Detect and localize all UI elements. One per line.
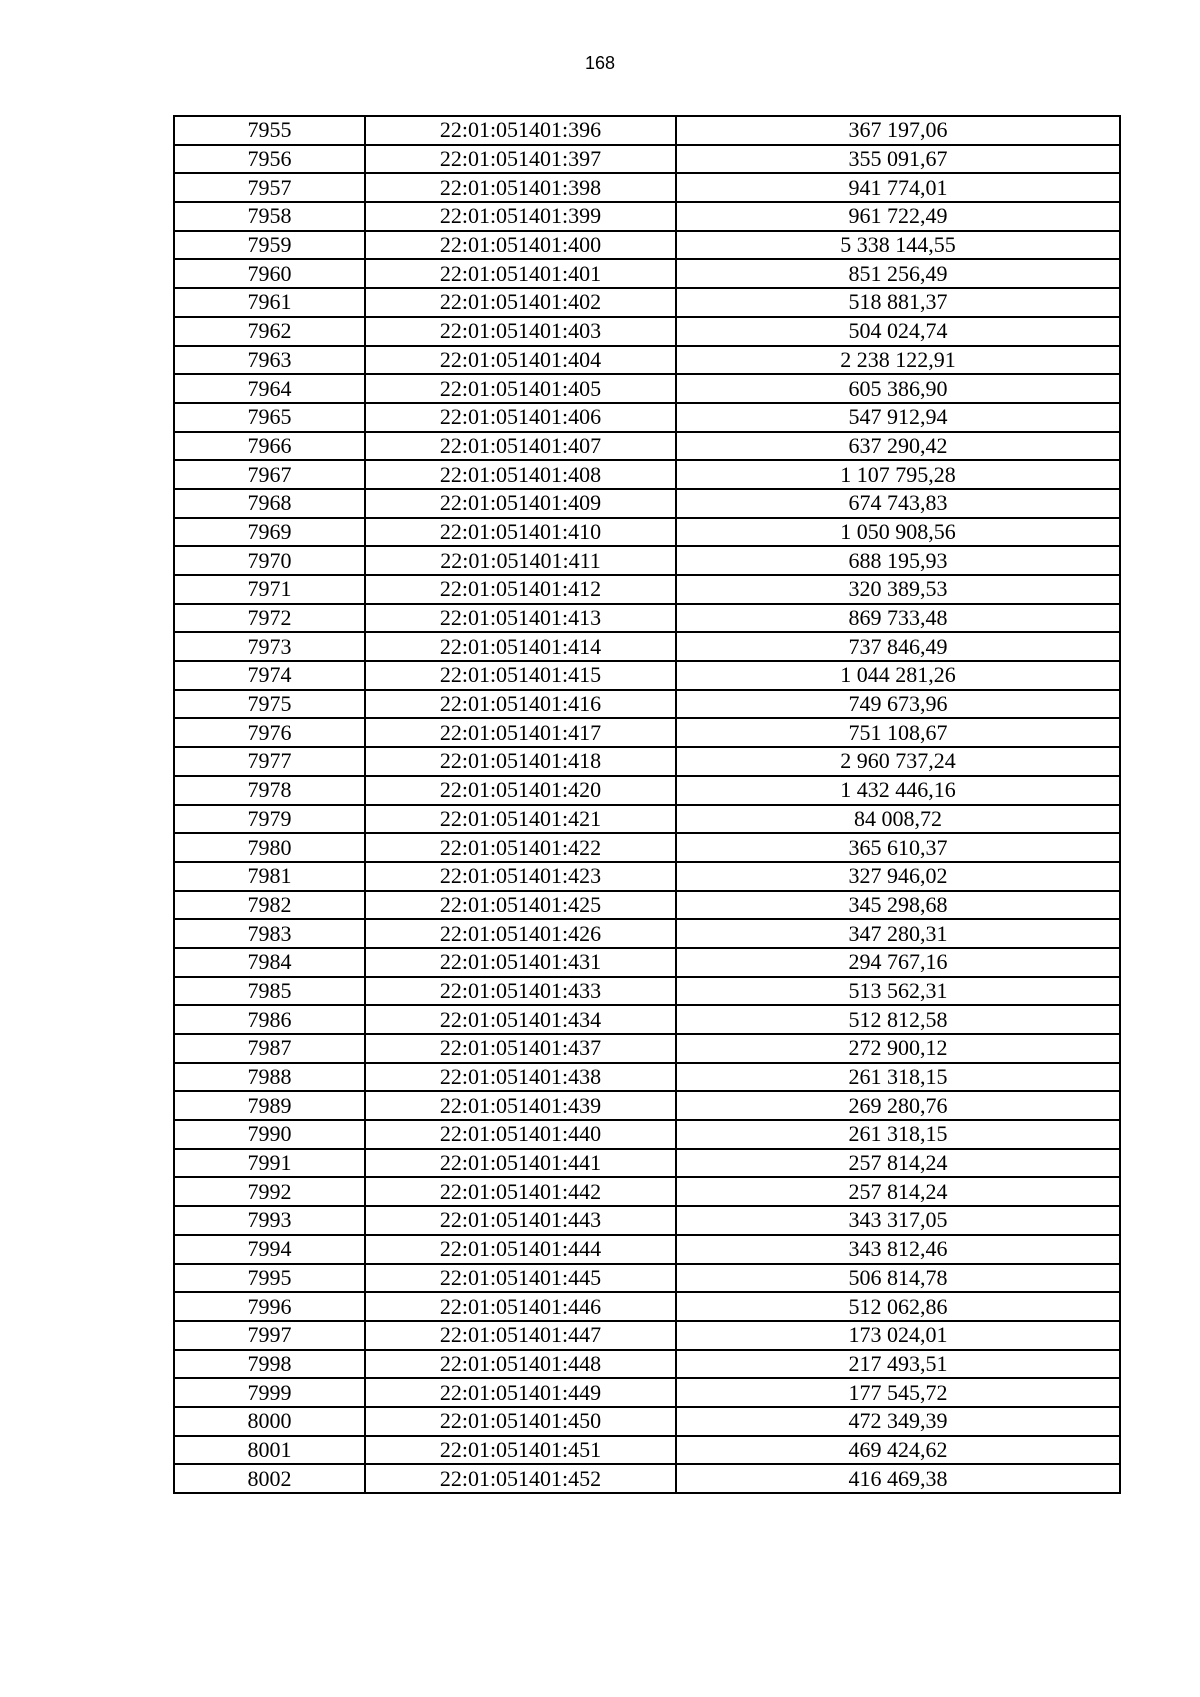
row-number-cell: 7962 xyxy=(174,317,365,346)
cadastral-value-cell: 367 197,06 xyxy=(676,116,1120,145)
table-row xyxy=(174,1206,1120,1235)
table-row xyxy=(174,1177,1120,1206)
table-row xyxy=(174,604,1120,633)
cadastral-value-table xyxy=(173,115,1121,1494)
cadastral-number-cell: 22:01:051401:448 xyxy=(365,1350,676,1379)
cadastral-value-cell: 217 493,51 xyxy=(676,1350,1120,1379)
cadastral-value-cell: 177 545,72 xyxy=(676,1378,1120,1407)
table-row xyxy=(174,460,1120,489)
row-number-cell: 7989 xyxy=(174,1091,365,1120)
table-row xyxy=(174,632,1120,661)
cadastral-value-cell: 345 298,68 xyxy=(676,891,1120,920)
cadastral-value-cell: 674 743,83 xyxy=(676,489,1120,518)
cadastral-value-cell: 941 774,01 xyxy=(676,173,1120,202)
table-row xyxy=(174,1235,1120,1264)
table-row xyxy=(174,891,1120,920)
cadastral-number-cell: 22:01:051401:451 xyxy=(365,1436,676,1465)
table-row xyxy=(174,776,1120,805)
cadastral-number-cell: 22:01:051401:418 xyxy=(365,747,676,776)
cadastral-number-cell: 22:01:051401:442 xyxy=(365,1177,676,1206)
cadastral-number-cell: 22:01:051401:426 xyxy=(365,919,676,948)
table-row xyxy=(174,575,1120,604)
cadastral-value-cell: 365 610,37 xyxy=(676,833,1120,862)
row-number-cell: 7992 xyxy=(174,1177,365,1206)
cadastral-value-cell: 504 024,74 xyxy=(676,317,1120,346)
row-number-cell: 7969 xyxy=(174,518,365,547)
cadastral-number-cell: 22:01:051401:423 xyxy=(365,862,676,891)
table-row xyxy=(174,833,1120,862)
row-number-cell: 7979 xyxy=(174,805,365,834)
cadastral-value-cell: 416 469,38 xyxy=(676,1464,1120,1493)
table-row xyxy=(174,1321,1120,1350)
cadastral-number-cell: 22:01:051401:440 xyxy=(365,1120,676,1149)
cadastral-value-cell: 512 062,86 xyxy=(676,1292,1120,1321)
row-number-cell: 7978 xyxy=(174,776,365,805)
table-row xyxy=(174,288,1120,317)
table-row xyxy=(174,1120,1120,1149)
table-row xyxy=(174,1264,1120,1293)
cadastral-value-cell: 257 814,24 xyxy=(676,1177,1120,1206)
row-number-cell: 7988 xyxy=(174,1063,365,1092)
row-number-cell: 7965 xyxy=(174,403,365,432)
cadastral-number-cell: 22:01:051401:408 xyxy=(365,460,676,489)
cadastral-value-cell: 518 881,37 xyxy=(676,288,1120,317)
table-row xyxy=(174,1436,1120,1465)
cadastral-value-cell: 261 318,15 xyxy=(676,1063,1120,1092)
row-number-cell: 8000 xyxy=(174,1407,365,1436)
row-number-cell: 7985 xyxy=(174,977,365,1006)
cadastral-number-cell: 22:01:051401:398 xyxy=(365,173,676,202)
table-row xyxy=(174,862,1120,891)
row-number-cell: 7955 xyxy=(174,116,365,145)
cadastral-value-cell: 355 091,67 xyxy=(676,145,1120,174)
row-number-cell: 8002 xyxy=(174,1464,365,1493)
row-number-cell: 7997 xyxy=(174,1321,365,1350)
table-row xyxy=(174,403,1120,432)
table-row xyxy=(174,661,1120,690)
cadastral-number-cell: 22:01:051401:437 xyxy=(365,1034,676,1063)
cadastral-number-cell: 22:01:051401:406 xyxy=(365,403,676,432)
cadastral-number-cell: 22:01:051401:413 xyxy=(365,604,676,633)
row-number-cell: 7999 xyxy=(174,1378,365,1407)
cadastral-value-cell: 347 280,31 xyxy=(676,919,1120,948)
cadastral-number-cell: 22:01:051401:434 xyxy=(365,1005,676,1034)
row-number-cell: 7967 xyxy=(174,460,365,489)
row-number-cell: 7981 xyxy=(174,862,365,891)
row-number-cell: 7973 xyxy=(174,632,365,661)
table-row xyxy=(174,1005,1120,1034)
row-number-cell: 7972 xyxy=(174,604,365,633)
cadastral-number-cell: 22:01:051401:420 xyxy=(365,776,676,805)
cadastral-value-cell: 751 108,67 xyxy=(676,718,1120,747)
table-row xyxy=(174,1350,1120,1379)
table-row xyxy=(174,948,1120,977)
table-row xyxy=(174,173,1120,202)
cadastral-value-cell: 272 900,12 xyxy=(676,1034,1120,1063)
cadastral-number-cell: 22:01:051401:449 xyxy=(365,1378,676,1407)
table-row xyxy=(174,747,1120,776)
cadastral-value-cell: 506 814,78 xyxy=(676,1264,1120,1293)
table-row xyxy=(174,1407,1120,1436)
table-row xyxy=(174,1091,1120,1120)
row-number-cell: 7996 xyxy=(174,1292,365,1321)
row-number-cell: 7990 xyxy=(174,1120,365,1149)
row-number-cell: 7974 xyxy=(174,661,365,690)
row-number-cell: 7964 xyxy=(174,374,365,403)
cadastral-number-cell: 22:01:051401:417 xyxy=(365,718,676,747)
cadastral-number-cell: 22:01:051401:446 xyxy=(365,1292,676,1321)
table-row xyxy=(174,718,1120,747)
cadastral-value-cell: 513 562,31 xyxy=(676,977,1120,1006)
table-row xyxy=(174,690,1120,719)
cadastral-number-cell: 22:01:051401:396 xyxy=(365,116,676,145)
cadastral-number-cell: 22:01:051401:409 xyxy=(365,489,676,518)
table-row xyxy=(174,116,1120,145)
cadastral-number-cell: 22:01:051401:431 xyxy=(365,948,676,977)
row-number-cell: 7993 xyxy=(174,1206,365,1235)
table-row xyxy=(174,432,1120,461)
table-row xyxy=(174,1149,1120,1178)
table-row xyxy=(174,231,1120,260)
cadastral-number-cell: 22:01:051401:447 xyxy=(365,1321,676,1350)
table-row xyxy=(174,317,1120,346)
row-number-cell: 7970 xyxy=(174,546,365,575)
cadastral-value-cell: 257 814,24 xyxy=(676,1149,1120,1178)
row-number-cell: 7959 xyxy=(174,231,365,260)
row-number-cell: 7986 xyxy=(174,1005,365,1034)
table-row xyxy=(174,546,1120,575)
cadastral-value-cell: 1 432 446,16 xyxy=(676,776,1120,805)
table-row xyxy=(174,1464,1120,1493)
cadastral-value-cell: 737 846,49 xyxy=(676,632,1120,661)
table-row xyxy=(174,346,1120,375)
cadastral-number-cell: 22:01:051401:402 xyxy=(365,288,676,317)
cadastral-value-cell: 749 673,96 xyxy=(676,690,1120,719)
cadastral-value-cell: 320 389,53 xyxy=(676,575,1120,604)
cadastral-number-cell: 22:01:051401:411 xyxy=(365,546,676,575)
page-number: 168 xyxy=(584,53,616,73)
cadastral-number-cell: 22:01:051401:405 xyxy=(365,374,676,403)
row-number-cell: 7976 xyxy=(174,718,365,747)
cadastral-number-cell: 22:01:051401:404 xyxy=(365,346,676,375)
table-row xyxy=(174,202,1120,231)
row-number-cell: 7995 xyxy=(174,1264,365,1293)
cadastral-number-cell: 22:01:051401:400 xyxy=(365,231,676,260)
cadastral-value-cell: 512 812,58 xyxy=(676,1005,1120,1034)
cadastral-value-cell: 1 050 908,56 xyxy=(676,518,1120,547)
cadastral-value-cell: 269 280,76 xyxy=(676,1091,1120,1120)
cadastral-value-cell: 343 812,46 xyxy=(676,1235,1120,1264)
cadastral-value-cell: 851 256,49 xyxy=(676,259,1120,288)
row-number-cell: 7968 xyxy=(174,489,365,518)
row-number-cell: 7966 xyxy=(174,432,365,461)
cadastral-value-cell: 84 008,72 xyxy=(676,805,1120,834)
cadastral-value-cell: 605 386,90 xyxy=(676,374,1120,403)
cadastral-number-cell: 22:01:051401:401 xyxy=(365,259,676,288)
table-row xyxy=(174,1292,1120,1321)
row-number-cell: 7963 xyxy=(174,346,365,375)
cadastral-number-cell: 22:01:051401:439 xyxy=(365,1091,676,1120)
cadastral-value-cell: 2 960 737,24 xyxy=(676,747,1120,776)
cadastral-value-cell: 261 318,15 xyxy=(676,1120,1120,1149)
cadastral-value-cell: 294 767,16 xyxy=(676,948,1120,977)
cadastral-number-cell: 22:01:051401:425 xyxy=(365,891,676,920)
cadastral-number-cell: 22:01:051401:438 xyxy=(365,1063,676,1092)
row-number-cell: 7984 xyxy=(174,948,365,977)
row-number-cell: 7957 xyxy=(174,173,365,202)
table-row xyxy=(174,977,1120,1006)
row-number-cell: 7987 xyxy=(174,1034,365,1063)
row-number-cell: 7998 xyxy=(174,1350,365,1379)
cadastral-number-cell: 22:01:051401:414 xyxy=(365,632,676,661)
cadastral-number-cell: 22:01:051401:445 xyxy=(365,1264,676,1293)
row-number-cell: 8001 xyxy=(174,1436,365,1465)
cadastral-number-cell: 22:01:051401:397 xyxy=(365,145,676,174)
table-row xyxy=(174,259,1120,288)
cadastral-number-cell: 22:01:051401:441 xyxy=(365,1149,676,1178)
row-number-cell: 7991 xyxy=(174,1149,365,1178)
cadastral-value-cell: 327 946,02 xyxy=(676,862,1120,891)
cadastral-value-cell: 2 238 122,91 xyxy=(676,346,1120,375)
row-number-cell: 7956 xyxy=(174,145,365,174)
cadastral-value-cell: 1 107 795,28 xyxy=(676,460,1120,489)
cadastral-value-cell: 469 424,62 xyxy=(676,1436,1120,1465)
row-number-cell: 7983 xyxy=(174,919,365,948)
table-row xyxy=(174,145,1120,174)
cadastral-number-cell: 22:01:051401:412 xyxy=(365,575,676,604)
row-number-cell: 7971 xyxy=(174,575,365,604)
cadastral-number-cell: 22:01:051401:452 xyxy=(365,1464,676,1493)
cadastral-number-cell: 22:01:051401:415 xyxy=(365,661,676,690)
row-number-cell: 7961 xyxy=(174,288,365,317)
cadastral-value-cell: 343 317,05 xyxy=(676,1206,1120,1235)
table-row xyxy=(174,1378,1120,1407)
row-number-cell: 7975 xyxy=(174,690,365,719)
cadastral-value-cell: 547 912,94 xyxy=(676,403,1120,432)
row-number-cell: 7960 xyxy=(174,259,365,288)
cadastral-value-cell: 5 338 144,55 xyxy=(676,231,1120,260)
cadastral-number-cell: 22:01:051401:422 xyxy=(365,833,676,862)
cadastral-value-cell: 688 195,93 xyxy=(676,546,1120,575)
cadastral-value-cell: 472 349,39 xyxy=(676,1407,1120,1436)
row-number-cell: 7980 xyxy=(174,833,365,862)
cadastral-number-cell: 22:01:051401:407 xyxy=(365,432,676,461)
cadastral-number-cell: 22:01:051401:403 xyxy=(365,317,676,346)
cadastral-number-cell: 22:01:051401:433 xyxy=(365,977,676,1006)
cadastral-number-cell: 22:01:051401:444 xyxy=(365,1235,676,1264)
cadastral-number-cell: 22:01:051401:416 xyxy=(365,690,676,719)
table-body xyxy=(174,116,1120,1493)
cadastral-number-cell: 22:01:051401:450 xyxy=(365,1407,676,1436)
cadastral-value-cell: 961 722,49 xyxy=(676,202,1120,231)
table-row xyxy=(174,805,1120,834)
cadastral-value-cell: 1 044 281,26 xyxy=(676,661,1120,690)
row-number-cell: 7994 xyxy=(174,1235,365,1264)
cadastral-number-cell: 22:01:051401:421 xyxy=(365,805,676,834)
row-number-cell: 7982 xyxy=(174,891,365,920)
row-number-cell: 7977 xyxy=(174,747,365,776)
row-number-cell: 7958 xyxy=(174,202,365,231)
table-row xyxy=(174,1063,1120,1092)
cadastral-number-cell: 22:01:051401:399 xyxy=(365,202,676,231)
table-row xyxy=(174,919,1120,948)
table-row xyxy=(174,489,1120,518)
table-row xyxy=(174,374,1120,403)
cadastral-value-cell: 173 024,01 xyxy=(676,1321,1120,1350)
cadastral-number-cell: 22:01:051401:443 xyxy=(365,1206,676,1235)
table-row xyxy=(174,518,1120,547)
cadastral-value-cell: 869 733,48 xyxy=(676,604,1120,633)
cadastral-value-cell: 637 290,42 xyxy=(676,432,1120,461)
cadastral-number-cell: 22:01:051401:410 xyxy=(365,518,676,547)
table-row xyxy=(174,1034,1120,1063)
